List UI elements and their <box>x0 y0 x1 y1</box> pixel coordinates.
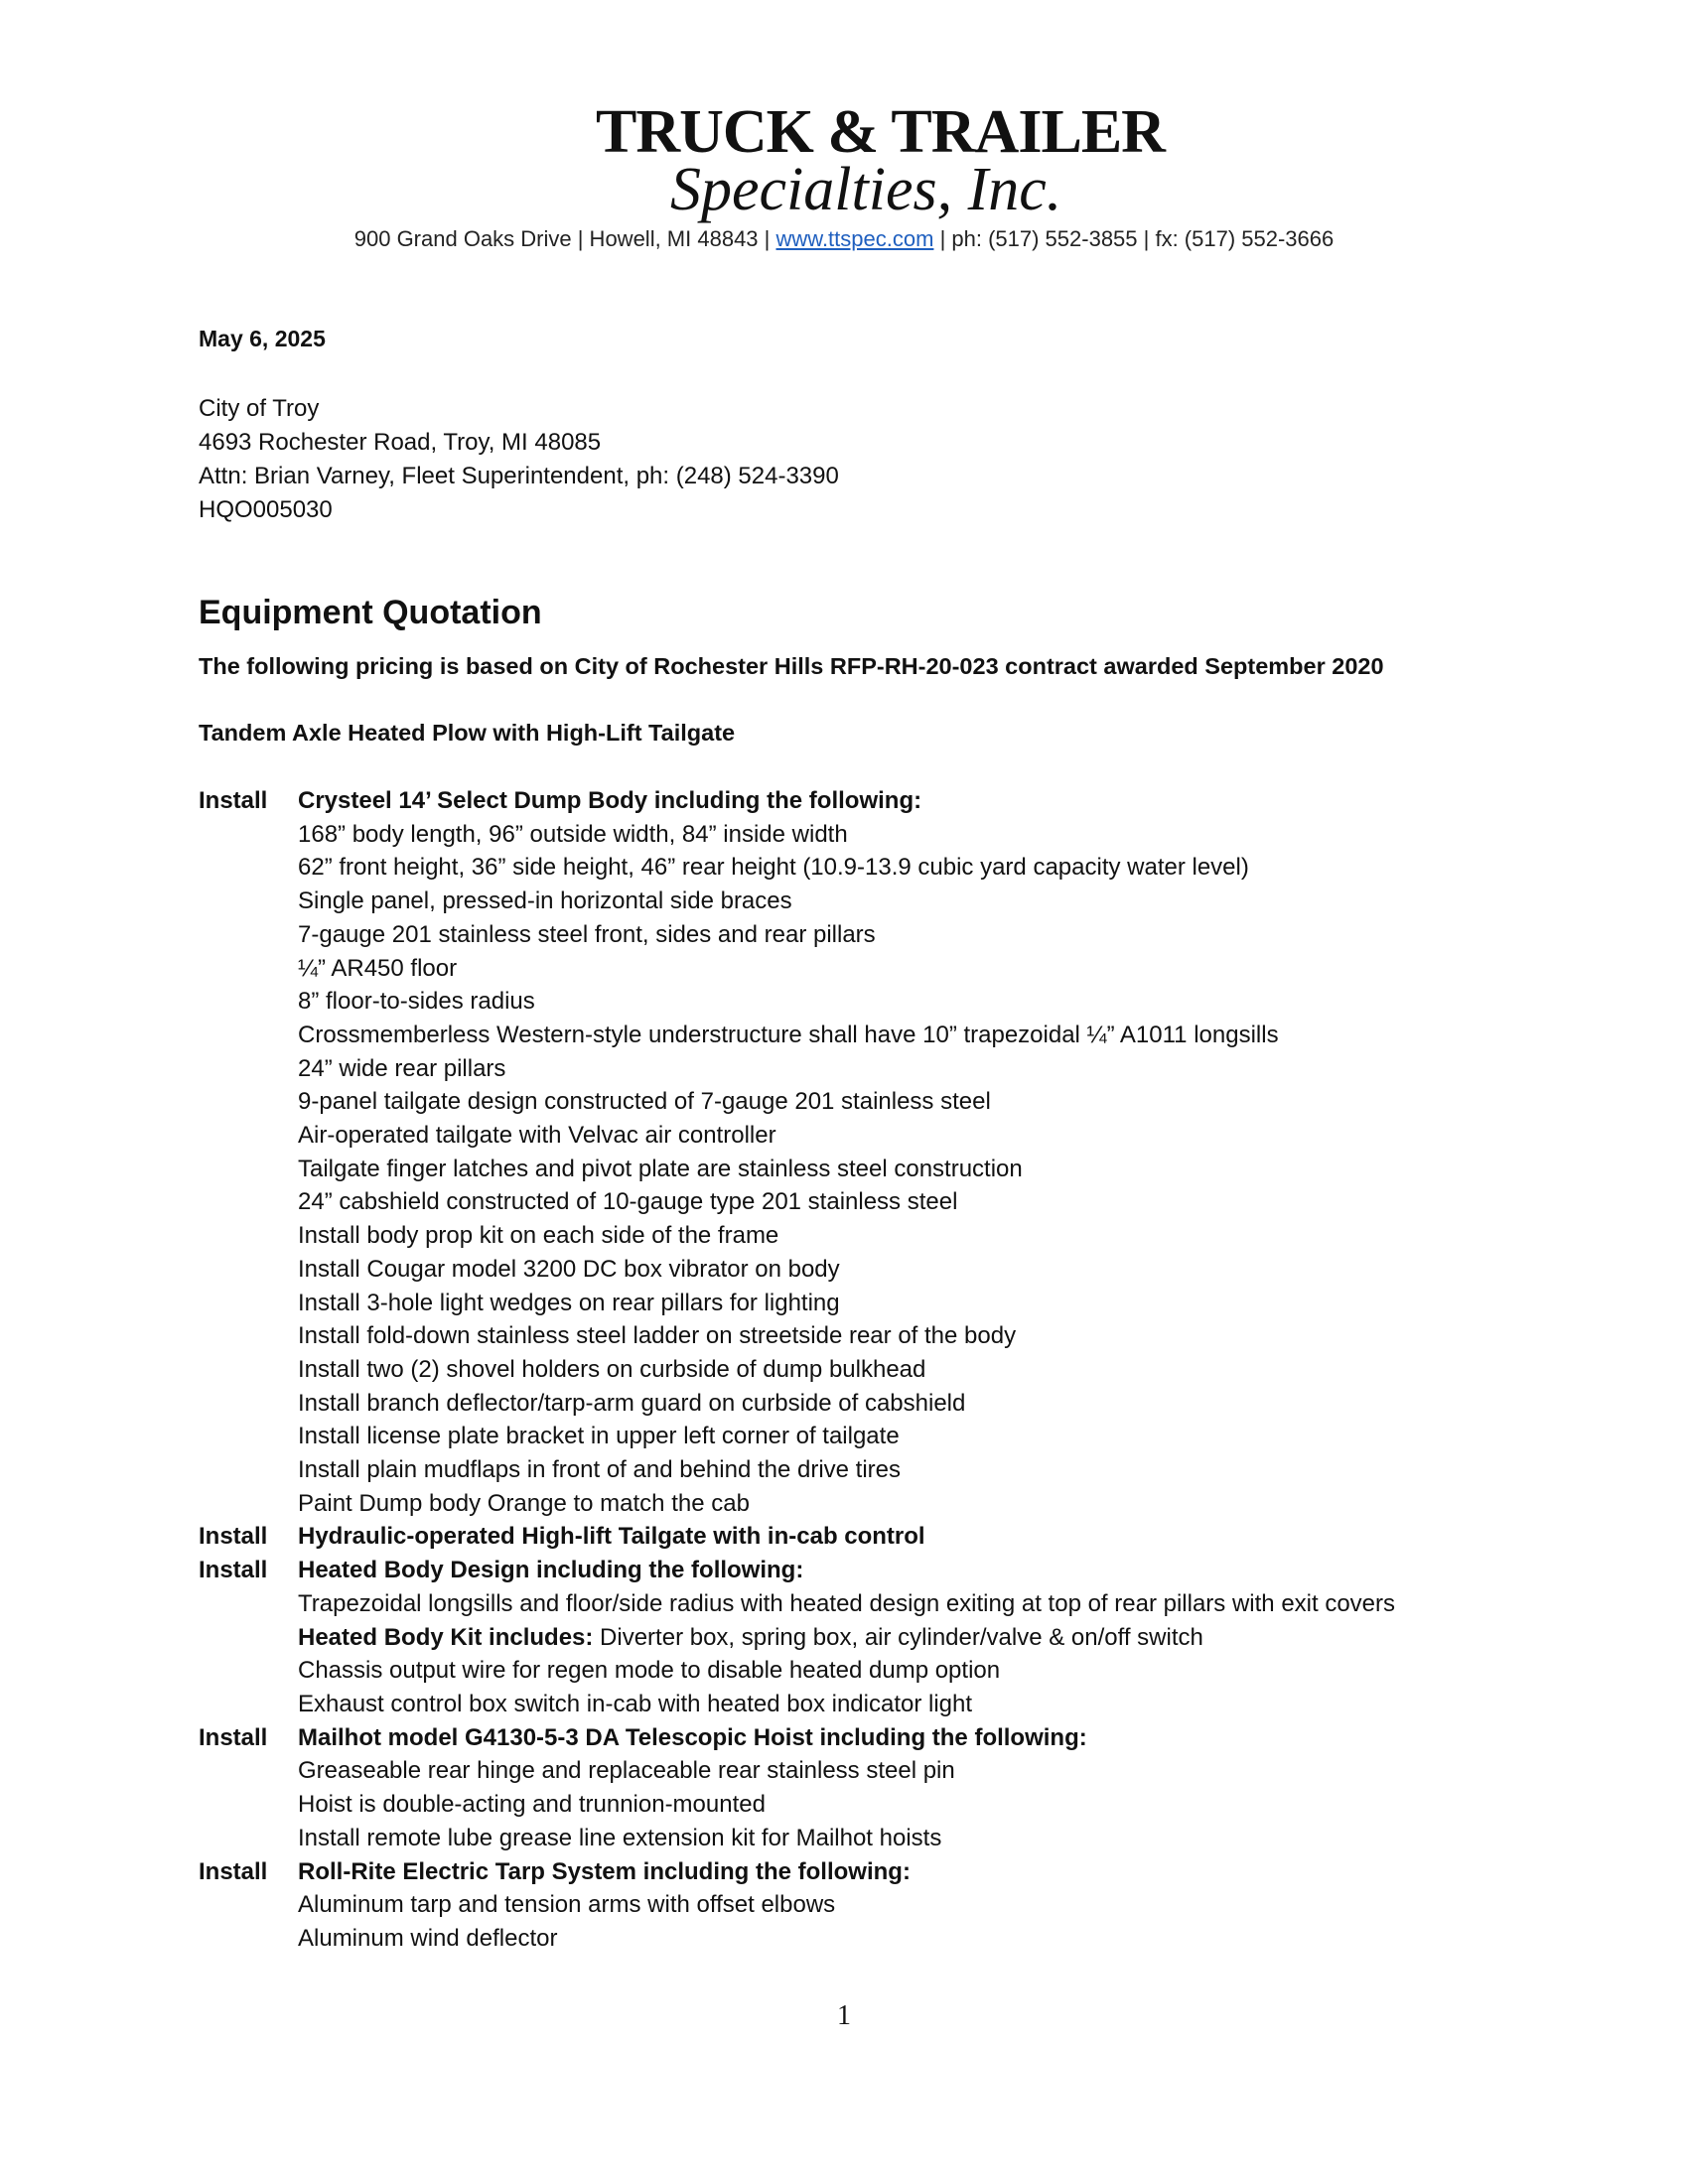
item-label <box>199 1119 298 1153</box>
item-text: Exhaust control box switch in-cab with heated box indicator light <box>298 1690 973 1717</box>
list-item <box>199 952 1589 986</box>
quotation-item-list <box>199 784 1589 1956</box>
list-item <box>199 1721 1589 1755</box>
item-text: 24” wide rear pillars <box>298 1054 506 1082</box>
list-item <box>199 1219 1589 1253</box>
item-label <box>199 918 298 952</box>
list-item <box>199 1185 1589 1219</box>
item-label: Install <box>199 1857 268 1885</box>
item-label <box>199 952 298 986</box>
contact-text: | ph: (517) 552-3855 | fx: (517) 552-3666 <box>939 226 1335 251</box>
item-label <box>199 851 298 885</box>
item-text: Greaseable rear hinge and replaceable rear stainless steel pin <box>298 1757 955 1785</box>
item-label <box>199 885 298 918</box>
list-item <box>199 1319 1589 1353</box>
item-text: Install plain mudflaps in front of and behind the drive tires <box>298 1456 902 1484</box>
item-label <box>199 1688 298 1721</box>
item-label: Install <box>199 1523 268 1551</box>
pricing-note: The following pricing is based on City of Rochester Hills RFP-RH-20-023 contract awarded September 2020 <box>199 653 1384 679</box>
item-text: Install 3-hole light wedges on rear pillars for lighting <box>298 1289 840 1316</box>
item-text: 168” body length, 96” outside width, 84” inside width <box>298 820 848 848</box>
item-label <box>199 1219 298 1253</box>
item-label <box>199 1621 298 1655</box>
item-text: Aluminum wind deflector <box>298 1924 558 1952</box>
item-text: Install license plate bracket in upper left corner of tailgate <box>298 1423 900 1450</box>
list-item <box>199 1453 1589 1487</box>
item-label <box>199 1019 298 1052</box>
item-label <box>199 1822 298 1855</box>
letterhead-address <box>0 226 1688 252</box>
item-label <box>199 1654 298 1688</box>
item-text: Aluminum tarp and tension arms with offset elbows <box>298 1891 836 1919</box>
list-item <box>199 1287 1589 1320</box>
item-label <box>199 1420 298 1453</box>
item-label <box>199 1287 298 1320</box>
item-text <box>298 1621 1203 1655</box>
item-text: Air-operated tailgate with Velvac air controller <box>298 1122 776 1150</box>
item-text: Single panel, pressed-in horizontal side braces <box>298 887 792 915</box>
item-label: Install <box>199 1557 268 1584</box>
item-text: Install Cougar model 3200 DC box vibrator on body <box>298 1255 840 1283</box>
item-lead: Heated Body Kit includes: <box>298 1623 594 1651</box>
list-item <box>199 818 1589 852</box>
item-text: ¼” AR450 floor <box>298 954 458 982</box>
item-label <box>199 1387 298 1421</box>
item-label <box>199 1353 298 1387</box>
list-item <box>199 1654 1589 1688</box>
item-label: Install <box>199 1723 268 1751</box>
list-item <box>199 1587 1589 1621</box>
item-label <box>199 1453 298 1487</box>
list-item <box>199 1085 1589 1119</box>
recipient-line: HQO005030 <box>199 496 333 523</box>
list-item <box>199 1822 1589 1855</box>
list-item <box>199 1855 1589 1889</box>
list-item <box>199 985 1589 1019</box>
item-text: 8” floor-to-sides radius <box>298 988 535 1016</box>
item-text: Paint Dump body Orange to match the cab <box>298 1489 750 1517</box>
item-label: Install <box>199 787 268 814</box>
logo-line1: TRUCK & TRAILER <box>596 98 1165 166</box>
item-label <box>199 818 298 852</box>
item-label <box>199 1754 298 1788</box>
list-item <box>199 918 1589 952</box>
item-text: 24” cabshield constructed of 10-gauge type 201 stainless steel <box>298 1188 958 1216</box>
item-text: Crysteel 14’ Select Dump Body including the following: <box>298 787 922 814</box>
list-item <box>199 1788 1589 1822</box>
item-label <box>199 1487 298 1521</box>
recipient-line: Attn: Brian Varney, Fleet Superintendent, ph: (248) 524-3390 <box>199 463 839 489</box>
list-item <box>199 1520 1589 1554</box>
item-text: Hydraulic-operated High-lift Tailgate with in-cab control <box>298 1523 925 1551</box>
list-item <box>199 1052 1589 1086</box>
list-item <box>199 784 1589 818</box>
list-item <box>199 1754 1589 1788</box>
list-item <box>199 1688 1589 1721</box>
item-label <box>199 1788 298 1822</box>
item-text: Install body prop kit on each side of the frame <box>298 1222 779 1250</box>
page-number: 1 <box>837 2000 851 2031</box>
list-item <box>199 1387 1589 1421</box>
company-logo <box>591 77 1165 223</box>
item-text: Install two (2) shovel holders on curbside of dump bulkhead <box>298 1355 926 1383</box>
list-item <box>199 1353 1589 1387</box>
item-text: Install fold-down stainless steel ladder on streetside rear of the body <box>298 1322 1017 1350</box>
list-item <box>199 851 1589 885</box>
list-item <box>199 1019 1589 1052</box>
item-label <box>199 1052 298 1086</box>
list-item <box>199 1253 1589 1287</box>
list-item <box>199 1554 1589 1587</box>
section-title: Tandem Axle Heated Plow with High-Lift Tailgate <box>199 720 736 746</box>
website-link[interactable]: www.ttspec.com <box>775 226 934 251</box>
item-label <box>199 1153 298 1186</box>
item-text: Crossmemberless Western-style understructure shall have 10” trapezoidal ¼” A1011 longsills <box>298 1021 1279 1048</box>
item-label <box>199 1888 298 1922</box>
list-item <box>199 1621 1589 1655</box>
letter-date: May 6, 2025 <box>199 326 326 351</box>
list-item <box>199 885 1589 918</box>
address-text: 900 Grand Oaks Drive | Howell, MI 48843 | <box>353 226 771 251</box>
list-item <box>199 1888 1589 1922</box>
item-text: 62” front height, 36” side height, 46” rear height (10.9-13.9 cubic yard capacity water level) <box>298 854 1249 882</box>
recipient-line: 4693 Rochester Road, Troy, MI 48085 <box>199 429 602 456</box>
item-text: Heated Body Design including the following: <box>298 1557 804 1584</box>
item-label <box>199 1185 298 1219</box>
item-text: Trapezoidal longsills and floor/side radius with heated design exiting at top of rear pillars with exit covers <box>298 1589 1396 1617</box>
item-rest: Diverter box, spring box, air cylinder/valve & on/off switch <box>593 1623 1203 1651</box>
item-text: Roll-Rite Electric Tarp System including the following: <box>298 1857 911 1885</box>
item-text: 7-gauge 201 stainless steel front, sides and rear pillars <box>298 920 876 948</box>
item-label <box>199 985 298 1019</box>
list-item <box>199 1487 1589 1521</box>
item-label <box>199 1922 298 1956</box>
document-title: Equipment Quotation <box>199 594 542 631</box>
recipient-block <box>199 392 839 527</box>
item-label <box>199 1319 298 1353</box>
logo-line2: Specialties, Inc. <box>670 156 1062 223</box>
item-label <box>199 1253 298 1287</box>
list-item <box>199 1153 1589 1186</box>
item-text: Hoist is double-acting and trunnion-mounted <box>298 1791 766 1819</box>
item-label <box>199 1587 298 1621</box>
recipient-line: City of Troy <box>199 395 320 422</box>
item-text: Chassis output wire for regen mode to disable heated dump option <box>298 1657 1001 1685</box>
item-text: 9-panel tailgate design constructed of 7-gauge 201 stainless steel <box>298 1088 991 1116</box>
list-item <box>199 1119 1589 1153</box>
list-item <box>199 1420 1589 1453</box>
item-label <box>199 1085 298 1119</box>
item-text: Install branch deflector/tarp-arm guard on curbside of cabshield <box>298 1389 966 1417</box>
list-item <box>199 1922 1589 1956</box>
item-text: Mailhot model G4130-5-3 DA Telescopic Hoist including the following: <box>298 1723 1087 1751</box>
item-text: Install remote lube grease line extension kit for Mailhot hoists <box>298 1824 942 1851</box>
item-text: Tailgate finger latches and pivot plate are stainless steel construction <box>298 1155 1023 1182</box>
